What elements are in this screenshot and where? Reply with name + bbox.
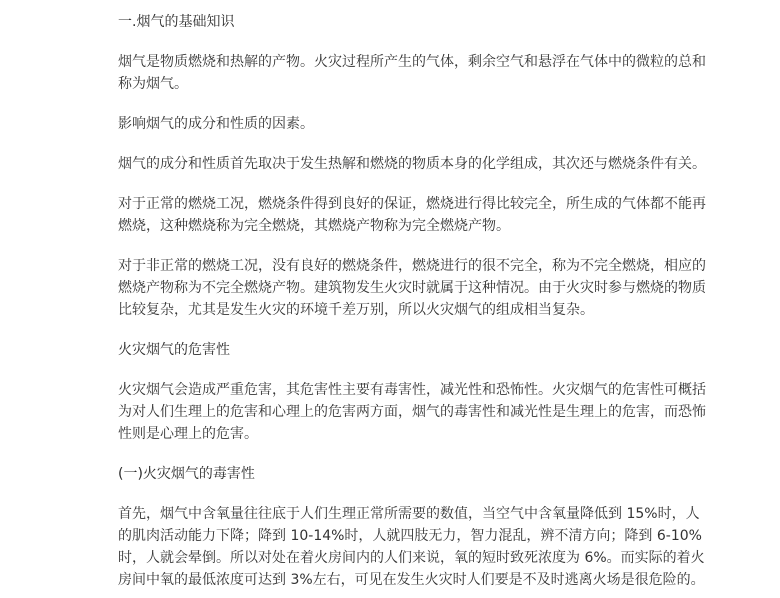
- text-line: 烟气是物质燃烧和热解的产物。火灾过程所产生的气体，剩余空气和悬浮在气体中的微粒的总和: [118, 54, 706, 70]
- text-line: 火灾烟气会造成严重危害，其危害性主要有毒害性，减光性和恐怖性。火灾烟气的危害性可概括: [118, 382, 706, 398]
- section-heading-toxicity: [118, 463, 720, 485]
- text-line: 燃烧产物称为不完全燃烧产物。建筑物发生火灾时就属于这种情况。由于火灾时参与燃烧的物质: [118, 280, 706, 296]
- text-line: 对于非正常的燃烧工况，没有良好的燃烧条件，燃烧进行的很不完全，称为不完全燃烧，相应的: [118, 258, 706, 274]
- text-line: 烟气的成分和性质首先取决于发生热解和燃烧的物质本身的化学组成，其次还与燃烧条件有关。: [118, 156, 706, 172]
- text-line: 称为烟气。: [118, 76, 188, 92]
- text-line: 的肌肉活动能力下降；降到 10-14%时，人就四肢无力，智力混乱，辨不清方向；降到 6-10%: [118, 528, 702, 544]
- paragraph-composition: [118, 153, 720, 175]
- text-line: 影响烟气的成分和性质的因素。: [118, 116, 314, 132]
- text-line: 为对人们生理上的危害和心理上的危害两方面，烟气的毒害性和减光性是生理上的危害，而恐怖: [118, 404, 706, 420]
- text-line: 燃烧，这种燃烧称为完全燃烧，其燃烧产物称为完全燃烧产物。: [118, 218, 510, 234]
- heading-text: 火灾烟气的危害性: [118, 342, 230, 358]
- paragraph-smoke-definition: [118, 51, 720, 95]
- section-heading-hazards: [118, 339, 720, 361]
- text-line: 对于正常的燃烧工况，燃烧条件得到良好的保证，燃烧进行得比较完全，所生成的气体都不能再: [118, 196, 706, 212]
- heading-text: (一)火灾烟气的毒害性: [118, 466, 255, 482]
- heading-text: 一.烟气的基础知识: [118, 14, 235, 30]
- text-line: 比较复杂，尤其是发生火灾的环境千差万别，所以火灾烟气的组成相当复杂。: [118, 302, 594, 318]
- text-line: 时，人就会晕倒。所以对处在着火房间内的人们来说，氧的短时致死浓度为 6%。而实际的着火: [118, 550, 705, 566]
- paragraph-complete-combustion: [118, 193, 720, 237]
- paragraph-incomplete-combustion: [118, 255, 720, 321]
- text-line: 性则是心理上的危害。: [118, 426, 258, 442]
- section-heading-basics: [118, 11, 720, 33]
- paragraph-hazard-overview: [118, 379, 720, 445]
- text-line: 首先，烟气中含氧量往往底于人们生理正常所需要的数值，当空气中含氧量降低到 15%时，人: [118, 506, 700, 522]
- paragraph-oxygen-levels: [118, 503, 720, 591]
- paragraph-factors-lead: [118, 113, 720, 135]
- text-line: 房间中氧的最低浓度可达到 3%左右，可见在发生火灾时人们要是不及时逃离火场是很危险的。: [118, 572, 705, 588]
